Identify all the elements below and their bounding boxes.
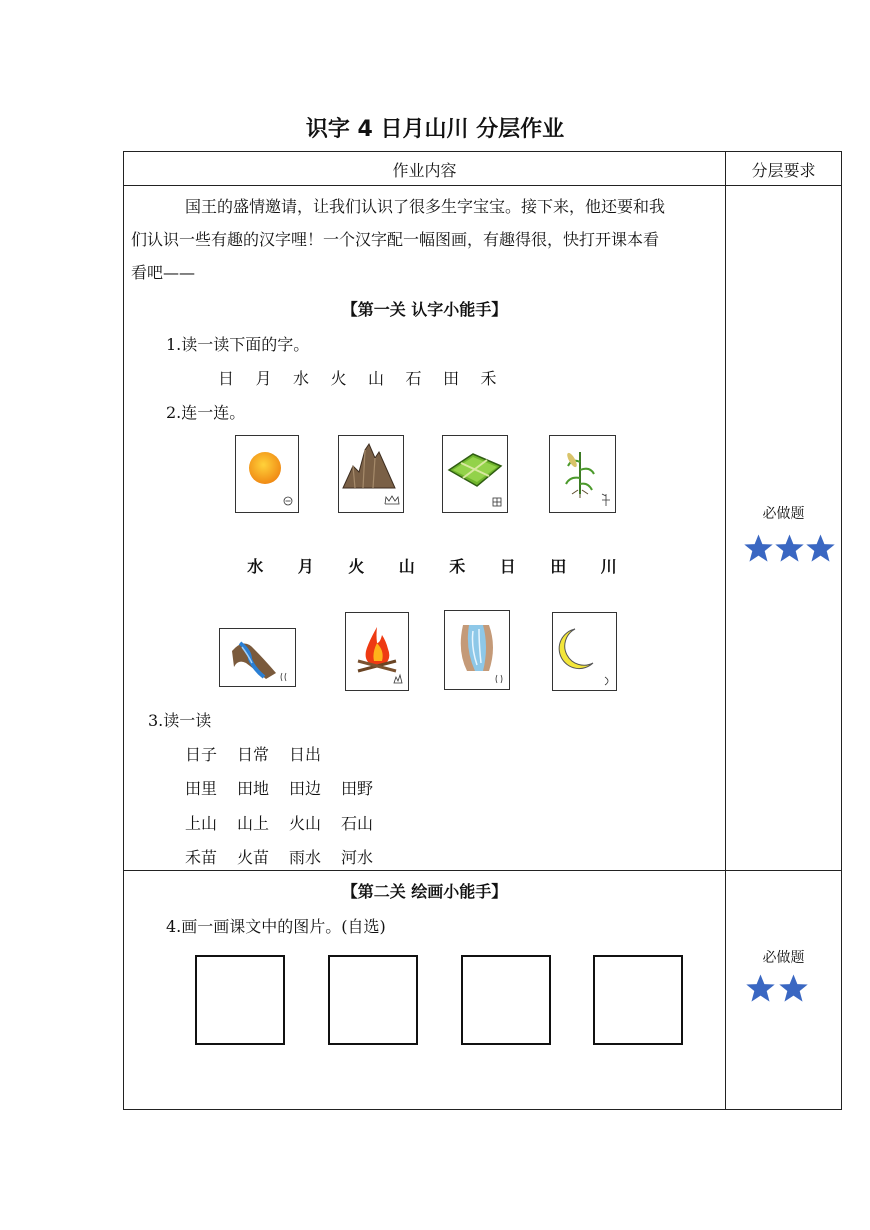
- table-border-bottom: [123, 1109, 842, 1110]
- star-icon: [805, 533, 836, 563]
- q3-word: 河水: [341, 848, 374, 867]
- drawing-box[interactable]: [461, 955, 551, 1045]
- star-icon: [743, 533, 774, 563]
- grain-card[interactable]: [549, 435, 616, 513]
- moon-icon: [553, 613, 616, 690]
- q1-char: 水: [293, 369, 310, 388]
- match-char[interactable]: 火: [348, 557, 365, 576]
- q3-word: 日子: [185, 745, 218, 764]
- question-1: 1.读一读下面的字。: [166, 335, 310, 354]
- q1-char: 月: [255, 369, 272, 388]
- star-icon: [778, 973, 809, 1003]
- mountain-icon: [339, 436, 403, 512]
- match-char-row: [230, 554, 634, 577]
- intro-line-3: 看吧——: [131, 263, 196, 282]
- star-icon: [745, 973, 776, 1003]
- q1-char-row: [218, 366, 518, 389]
- level1-requirement: 必做题: [762, 506, 805, 522]
- water-card[interactable]: [444, 610, 510, 690]
- river-icon: [220, 629, 295, 686]
- table-header-divider: [123, 185, 842, 186]
- page-title: 识字 4 日月山川 分层作业: [305, 117, 565, 142]
- q3-word: 日常: [237, 745, 270, 764]
- match-char[interactable]: 山: [398, 557, 415, 576]
- match-char[interactable]: 水: [247, 557, 264, 576]
- drawing-box[interactable]: [195, 955, 285, 1045]
- q3-row: [185, 811, 393, 834]
- question-4: 4.画一画课文中的图片。(自选): [166, 917, 386, 936]
- q1-char: 日: [218, 369, 235, 388]
- level2-stars: [745, 973, 809, 1003]
- q3-word: 上山: [185, 814, 218, 833]
- moon-card[interactable]: [552, 612, 617, 691]
- water-icon: [445, 611, 509, 689]
- sun-card[interactable]: [235, 435, 299, 513]
- field-card[interactable]: [442, 435, 508, 513]
- mountain-card[interactable]: [338, 435, 404, 513]
- q3-word: 田野: [341, 779, 374, 798]
- level2-requirement: 必做题: [762, 950, 805, 966]
- header-level: 分层要求: [751, 161, 816, 180]
- river-card[interactable]: [219, 628, 296, 687]
- drawing-box[interactable]: [593, 955, 683, 1045]
- q3-word: 禾苗: [185, 848, 218, 867]
- q3-word: 山上: [237, 814, 270, 833]
- q3-word: 日出: [289, 745, 322, 764]
- level1-heading: 【第一关 认字小能手】: [341, 300, 508, 319]
- star-icon: [774, 533, 805, 563]
- level1-stars: [743, 533, 836, 563]
- fire-icon: [346, 613, 408, 690]
- match-char[interactable]: 川: [600, 557, 617, 576]
- drawing-box[interactable]: [328, 955, 418, 1045]
- match-char[interactable]: 田: [550, 557, 567, 576]
- level2-heading: 【第二关 绘画小能手】: [341, 882, 508, 901]
- table-row-divider: [123, 870, 842, 871]
- q3-word: 火山: [289, 814, 322, 833]
- q3-word: 火苗: [237, 848, 270, 867]
- grain-icon: [550, 436, 615, 512]
- q3-word: 石山: [341, 814, 374, 833]
- q3-row: [185, 845, 393, 868]
- table-border-top: [123, 151, 842, 152]
- intro-line-1: 国王的盛情邀请，让我们认识了很多生字宝宝。接下来，他还要和我: [185, 197, 666, 216]
- q3-word: 田里: [185, 779, 218, 798]
- q1-char: 田: [443, 369, 460, 388]
- q3-word: 田边: [289, 779, 322, 798]
- field-icon: [443, 436, 507, 512]
- table-border-left: [123, 151, 124, 1110]
- match-char[interactable]: 日: [499, 557, 516, 576]
- question-3: 3.读一读: [148, 711, 212, 730]
- q3-row: [185, 742, 341, 765]
- q1-char: 火: [330, 369, 347, 388]
- intro-paragraph: [131, 190, 723, 289]
- fire-card[interactable]: [345, 612, 409, 691]
- q3-row: [185, 776, 393, 799]
- header-content: 作业内容: [392, 161, 457, 180]
- table-border-right: [841, 151, 842, 1110]
- q1-char: 石: [405, 369, 422, 388]
- q1-char: 山: [368, 369, 385, 388]
- q3-word: 雨水: [289, 848, 322, 867]
- match-char[interactable]: 禾: [449, 557, 466, 576]
- intro-line-2: 们认识一些有趣的汉字哩！一个汉字配一幅图画，有趣得很，快打开课本看: [131, 230, 660, 249]
- q1-char: 禾: [480, 369, 497, 388]
- q3-word: 田地: [237, 779, 270, 798]
- question-2: 2.连一连。: [166, 403, 246, 422]
- sun-icon: [236, 436, 298, 512]
- match-char[interactable]: 月: [297, 557, 314, 576]
